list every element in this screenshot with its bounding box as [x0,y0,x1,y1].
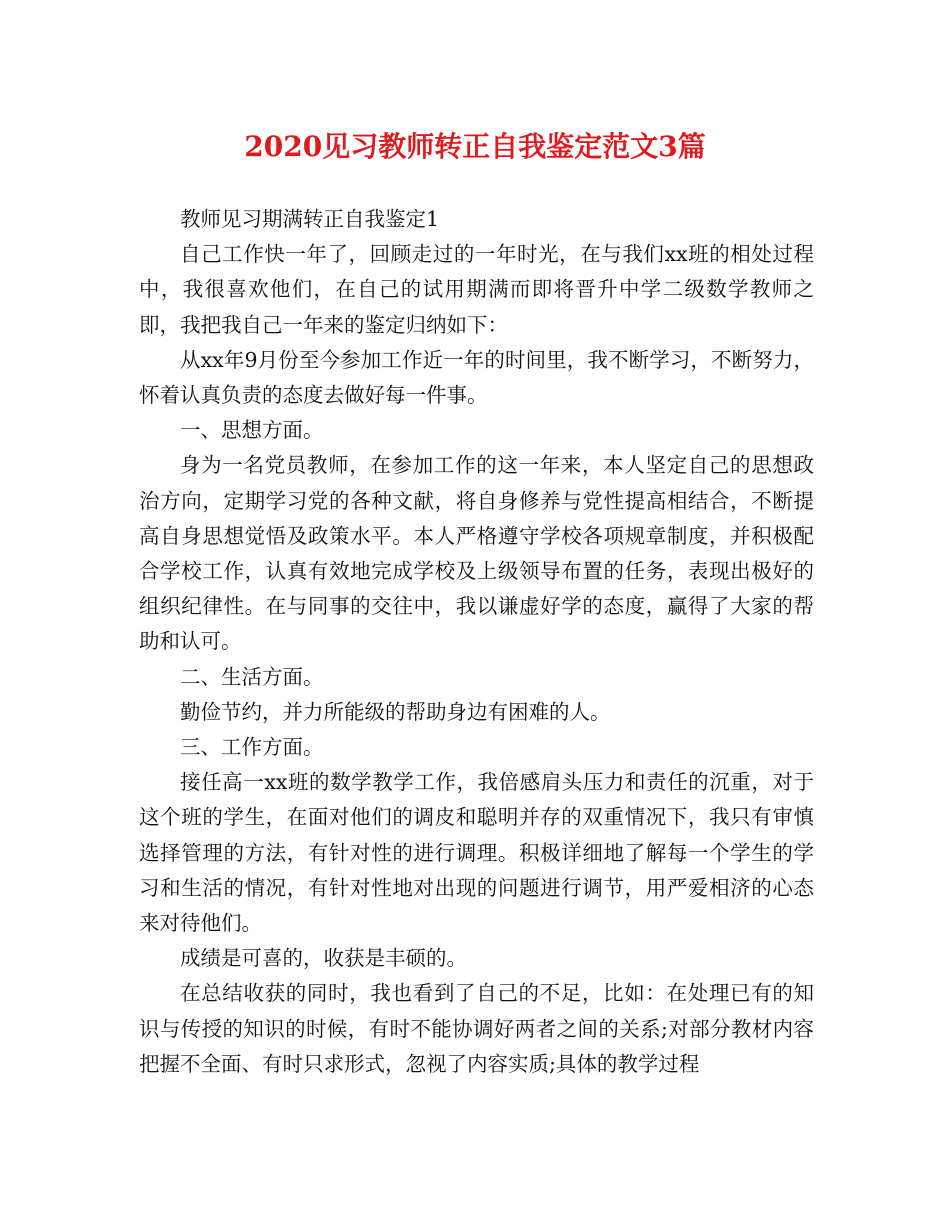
subsection-heading: 一、思想方面。 [180,418,324,443]
document-body [139,202,814,1082]
body-paragraph: 在总结收获的同时，我也看到了自己的不足，比如：在处理已有的知识与传授的知识的时候，有时不能协调好两者之间的关系;对部分教材内容把握不全面、有时只求形式，忽视了内容实质;具体的教学过程 [139,981,814,1076]
section-heading: 教师见习期满转正自我鉴定1 [180,207,440,231]
subsection-heading: 三、工作方面。 [180,735,324,760]
body-paragraph: 身为一名党员教师，在参加工作的这一年来，本人坚定自己的思想政治方向，定期学习党的各种文献，将自身修养与党性提高相结合，不断提高自身思想觉悟及政策水平。本人严格遵守学校各项规章制度，并积极配合学校工作，认真有效地完成学校及上级领导布置的任务，表现出极好的组织纪律性。在与同事的交往中，我以谦虚好学的态度，赢得了大家的帮助和认可。 [139,453,814,654]
body-paragraph: 从xx年9月份至今参加工作近一年的时间里，我不断学习，不断努力，怀着认真负责的态度去做好每一件事。 [139,347,814,408]
body-paragraph: 接任高一xx班的数学教学工作，我倍感肩头压力和责任的沉重，对于这个班的学生，在面对他们的调皮和聪明并存的双重情况下，我只有审慎选择管理的方法，有针对性的进行调理。积极详细地了解每一个学生的学习和生活的情况，有针对性地对出现的问题进行调节，用严爱相济的心态来对待他们。 [139,770,814,936]
subsection-heading: 二、生活方面。 [180,664,324,689]
body-paragraph: 勤俭节约，并力所能级的帮助身边有困难的人。 [180,699,611,724]
body-paragraph: 自己工作快一年了，回顾走过的一年时光，在与我们xx班的相处过程中，我很喜欢他们，在自己的试用期满而即将晋升中学二级数学教师之即，我把我自己一年来的鉴定归纳如下： [139,242,814,337]
document-title: 2020见习教师转正自我鉴定范文3篇 [244,130,706,163]
body-paragraph: 成绩是可喜的，收获是丰硕的。 [180,946,467,971]
